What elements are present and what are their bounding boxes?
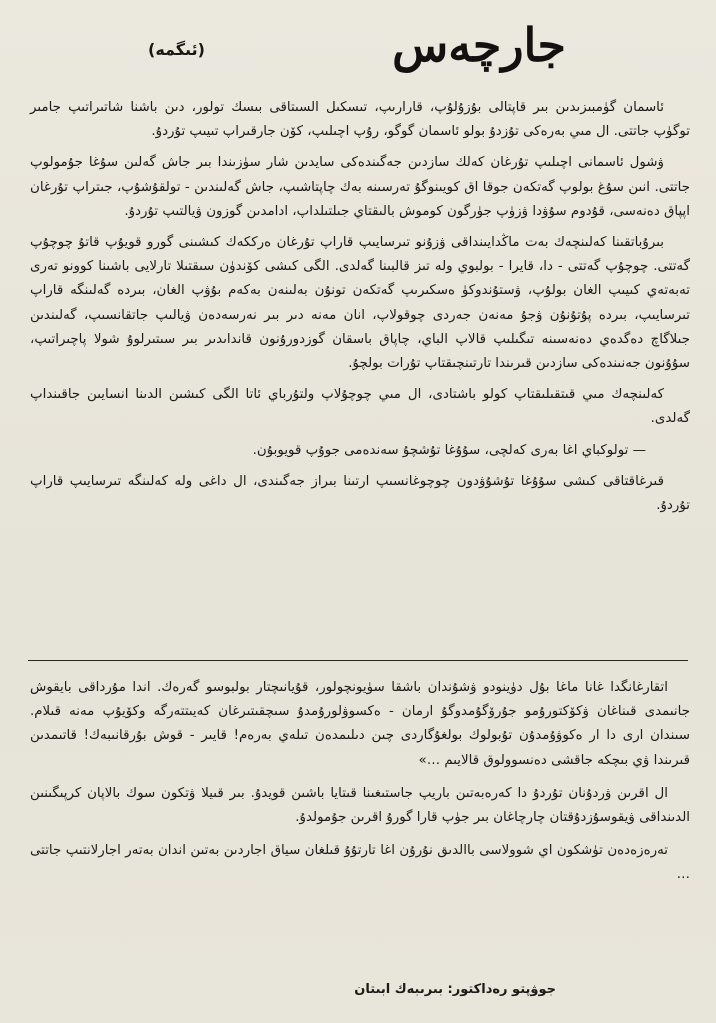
- story-body: [30, 96, 690, 525]
- section-divider: [28, 660, 688, 661]
- story-paragraph: كەلىنچەك مىي قىتقىلىقتاپ كولو باشتادى، ال مىي چوچۇلاپ ولتۇرباي ئاتا الگى كىشىن الدىنا انسايىن جاقىنداپ گەلدى.: [30, 387, 690, 427]
- story-dialogue-line: — تولوكباي اغا بەرى كەلچى، سۇۇغا تۇشچۇ سەندەمى جوۇپ قويوبۇن.: [252, 442, 646, 458]
- story-paragraph: قىرغاقتاقى كىشى سۇۇغا تۇشۇۋدون چوچوغانسىپ ارتىنا بىراز جەگىندى، ال داغى ولە كەلىنگە تىرسايىپ قاراپ تۇردۇ.: [30, 473, 690, 514]
- notes-section: [30, 676, 690, 897]
- story-title: جارچەس: [392, 18, 566, 72]
- editor-signature: جوۋپتو رەداكتور: بىرىبەك ابىتان: [354, 982, 556, 997]
- header: [0, 18, 716, 84]
- story-paragraph: ئاسمان گۈمبىزىدىن بىر قاپتالى بۇزۇلۇپ، قارارىپ، تىسكىل السىتاقى بىسك تولور، دىن باشنا شاتىراتىپ جامىر توگۈپ جاتتى. ال مىي بەرەكى تۇزدۇ بولو ئاسمان گوگو، رۇپ اچىلىپ، كۆن جارقىراپ تىيىپ تۇردۇ.: [30, 100, 690, 140]
- story-paragraph: ۋشول ئاسمانى اچىلىپ تۇرغان كەلك سازدىن جەگىندەكى سايدىن شار سۈزىندا بىر جاش گەلىن سۇغا جۇمولوپ جاتتى. انىن سۇغ بولوپ گەتكەن جوقا اق كويىنوگۇ تەرسىنە بەك چاپتاشىپ، جاش گەلىندىن - تولقۇشۇپ، جىتراپ تۇرغان اپپاق دەنەسى، قۇدوم سۇۋدا ۋزۈپ جۈرگون كوموش بالىقتاي جىلتىلداپ، ادامدىن گوزون ۋيالتىپ تۇردۇ.: [30, 155, 690, 219]
- notes-paragraph: ال اقرىن ۋردۇنان تۇردۇ دا كەرەبەتىن باريپ جاستىغىنا قىتايا باشىن قويدۇ. بىر قىيلا ۋتكون سوك بالاپان كرپىگىنىن الدىنداقى ۋيقوسۇزدۇقتان چارچاغان بىر جۈپ قارا گورۇ اقرىن جۇمولدۇ.: [30, 785, 690, 826]
- notes-paragraph: اتقارغانگدا غانا ماغا بۇل دۈينودو ۋشۇندان باشقا سۈيونچولور، قۇيانىچتار بولبوسو گەرەك. اندا مۇرداقى بايقوش جانىمدى قىناغان ۋكۆكتورۇمو جۇرۆگۇمدوگۇ ارمان - ەكسوۋلورۇمدۇ سىچقىتىرغان كەيىتتەرگە وكۆيۇپ مەنە قىلام. سىندان ارى دا ار ەكوۋۇمدۇن تۇبولوك بولغۇگاردى چىن دىلىمدەن تىلەي بەرەم! قايىر - قوش بۇرقانىبەك! قاتىمدىن قىرىندا ۋي بىچكە جاقشى دەنسوولوق قالايىم …»: [30, 680, 690, 768]
- story-paragraph: بىرۇباتقىنا كەلىنچەك بەت ماڭدايىنداقى ۋزۇنو تىرسايىپ قاراپ تۇرغان ەرككەك كىشىنى گورو قويۇپ قاتۇ چوچۇپ گەتتى. چوچۇپ گەتتى - دا، قايرا - بولبوي ولە تىز قالبىنا گەلدى. الگى كىشى كۆندۈن سىقتىلا تارلايى باشىنا كوونو تەرى تەبەتەي كىيىپ الغان بولۇپ، ۋستۇندوكۈ ەسكىرىپ گەتكەن تونۇن بەلىنەن بەكەم بۇۋپ الغان، بىردە گەلىنگە قاراپ تىرسايىپ، بىردە پۇتۇنۇن ۋجۇ مەنەن جەردى چوقولاپ، انان مەنە دىر بىر نەرسەدەن ۋيالىپ جاتقانسىپ، گەلىندىن جىلاگاچ دەگدەي دەنەسىنە تىگىلىپ قالاپ الباي، چاپاق باسقان گوزدورۇنون قانداىدىر بىر سىتىرلوۇ شولا پاچىراتىپ، سۇۇنون جەنىندەكى سازدىن قىرىندا تارتىنچىقتاپ تۇرات بولچۇ.: [30, 235, 690, 372]
- story-subtitle: (ئىگمە): [148, 40, 205, 59]
- notes-paragraph: تەرەزەدەن تۈشكون اي شوولاسى باالدىق نۇرۇن اغا تارتۇۇ قىلغان سياق اجاردىن بەتىن اندان بەتەر اجارلانتىپ جاتتى …: [30, 843, 690, 883]
